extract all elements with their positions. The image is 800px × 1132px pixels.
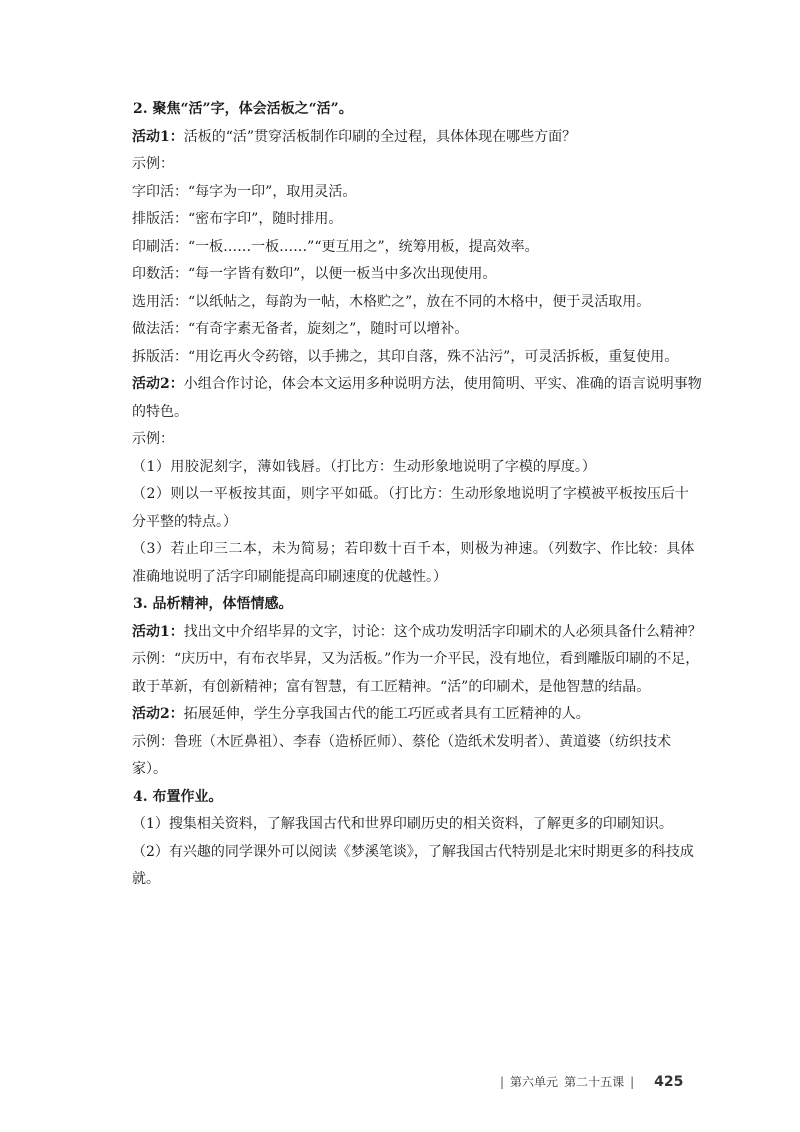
section-2-activity-1 (132, 124, 702, 152)
section-3-activity-1 (132, 619, 702, 647)
example-item (132, 536, 702, 591)
example-item (132, 454, 702, 482)
example-note: （打比方：生动形象地说明了字模被平板按压后十分平整的特点。） (132, 486, 689, 530)
section-3-example-1: 示例：“庆历中，有布衣毕昇，又为活板。”作为一介平民，没有地位，看到雕版印刷的不足，敢于革新，有创新精神；富有智慧，有工匠精神。“活”的印刷术，是他智慧的结晶。 (132, 651, 700, 695)
list-item: 印数活：“每一字皆有数印”，以便一板当中多次出现使用。 (132, 266, 497, 282)
list-item: 选用活：“以纸帖之，每韵为一帖，木格贮之”，放在不同的木格中，便于灵活取用。 (132, 293, 651, 310)
example-note: （列数字、作比较：具体准确地说明了活字印刷能提高印刷速度的优越性。） (132, 541, 695, 585)
page-number: 425 (654, 1073, 684, 1090)
activity-label: 活动1： (132, 623, 184, 640)
section-2-heading: 2. 聚焦“活”字，体会活板之“活”。 (133, 101, 353, 117)
example-quote: （1）用胶泥刻字，薄如钱唇。 (132, 458, 330, 475)
list-item: 印刷活：“一板……一板……”“更互用之”，统筹用板，提高效率。 (132, 238, 539, 255)
footer-unit: 第六单元 (510, 1075, 559, 1089)
example-item (132, 481, 702, 536)
list-item: 排版活：“密布字印”，随时排用。 (132, 211, 343, 227)
activity-text: 小组合作讨论，体会本文运用多种说明方法，使用简明、平实、准确的语言说明事物的特色。 (132, 376, 702, 420)
list-item: 字印活：“每字为一印”，取用灵活。 (132, 183, 357, 200)
example-note: （打比方：生动形象地说明了字模的厚度。） (329, 458, 596, 475)
page-content (132, 96, 702, 894)
example-label: 示例： (132, 156, 174, 172)
activity-label: 活动1： (132, 128, 184, 145)
activity-text: 找出文中介绍毕昇的文字，讨论：这个成功发明活字印刷术的人必须具备什么精神？ (183, 623, 702, 640)
section-2-activity-2 (132, 371, 702, 426)
page-footer (500, 1073, 720, 1090)
section-4-heading: 4. 布置作业。 (133, 788, 223, 805)
divider: | (630, 1074, 635, 1089)
section-3-example-2: 示例：鲁班（木匠鼻祖）、李春（造桥匠师）、蔡伦（造纸术发明者）、黄道婆（纺织技术家）。 (132, 733, 671, 777)
activity-text: 活板的“活”贯穿活板制作印刷的全过程，具体体现在哪些方面？ (183, 128, 577, 145)
list-item: （1）搜集相关资料，了解我国古代和世界印刷历史的相关资料，了解更多的印刷知识。 (132, 816, 673, 832)
activity-label: 活动2： (132, 376, 184, 392)
divider: | (500, 1074, 505, 1089)
section-3-heading: 3. 品析精神，体悟情感。 (133, 596, 293, 612)
list-item: 拆版活：“用讫再火令药镕，以手拂之，其印自落，殊不沾污”，可灵活拆板，重复使用。 (132, 348, 679, 365)
example-quote: （2）则以一平板按其面，则字平如砥。 (132, 486, 388, 502)
list-item: （2）有兴趣的同学课外可以阅读《梦溪笔谈》，了解我国古代特别是北宋时期更多的科技成就。 (132, 843, 694, 887)
example-label: 示例： (132, 431, 174, 447)
example-quote: （3）若止印三二本，未为简易；若印数十百千本，则极为神速。 (132, 541, 548, 557)
activity-text: 拓展延伸，学生分享我国古代的能工巧匠或者具有工匠精神的人。 (183, 706, 590, 722)
section-3-activity-2 (132, 701, 702, 729)
list-item: 做法活：“有奇字素无备者，旋刻之”，随时可以增补。 (132, 321, 469, 337)
activity-label: 活动2： (132, 706, 184, 722)
footer-lesson: 第二十五课 (564, 1075, 625, 1089)
